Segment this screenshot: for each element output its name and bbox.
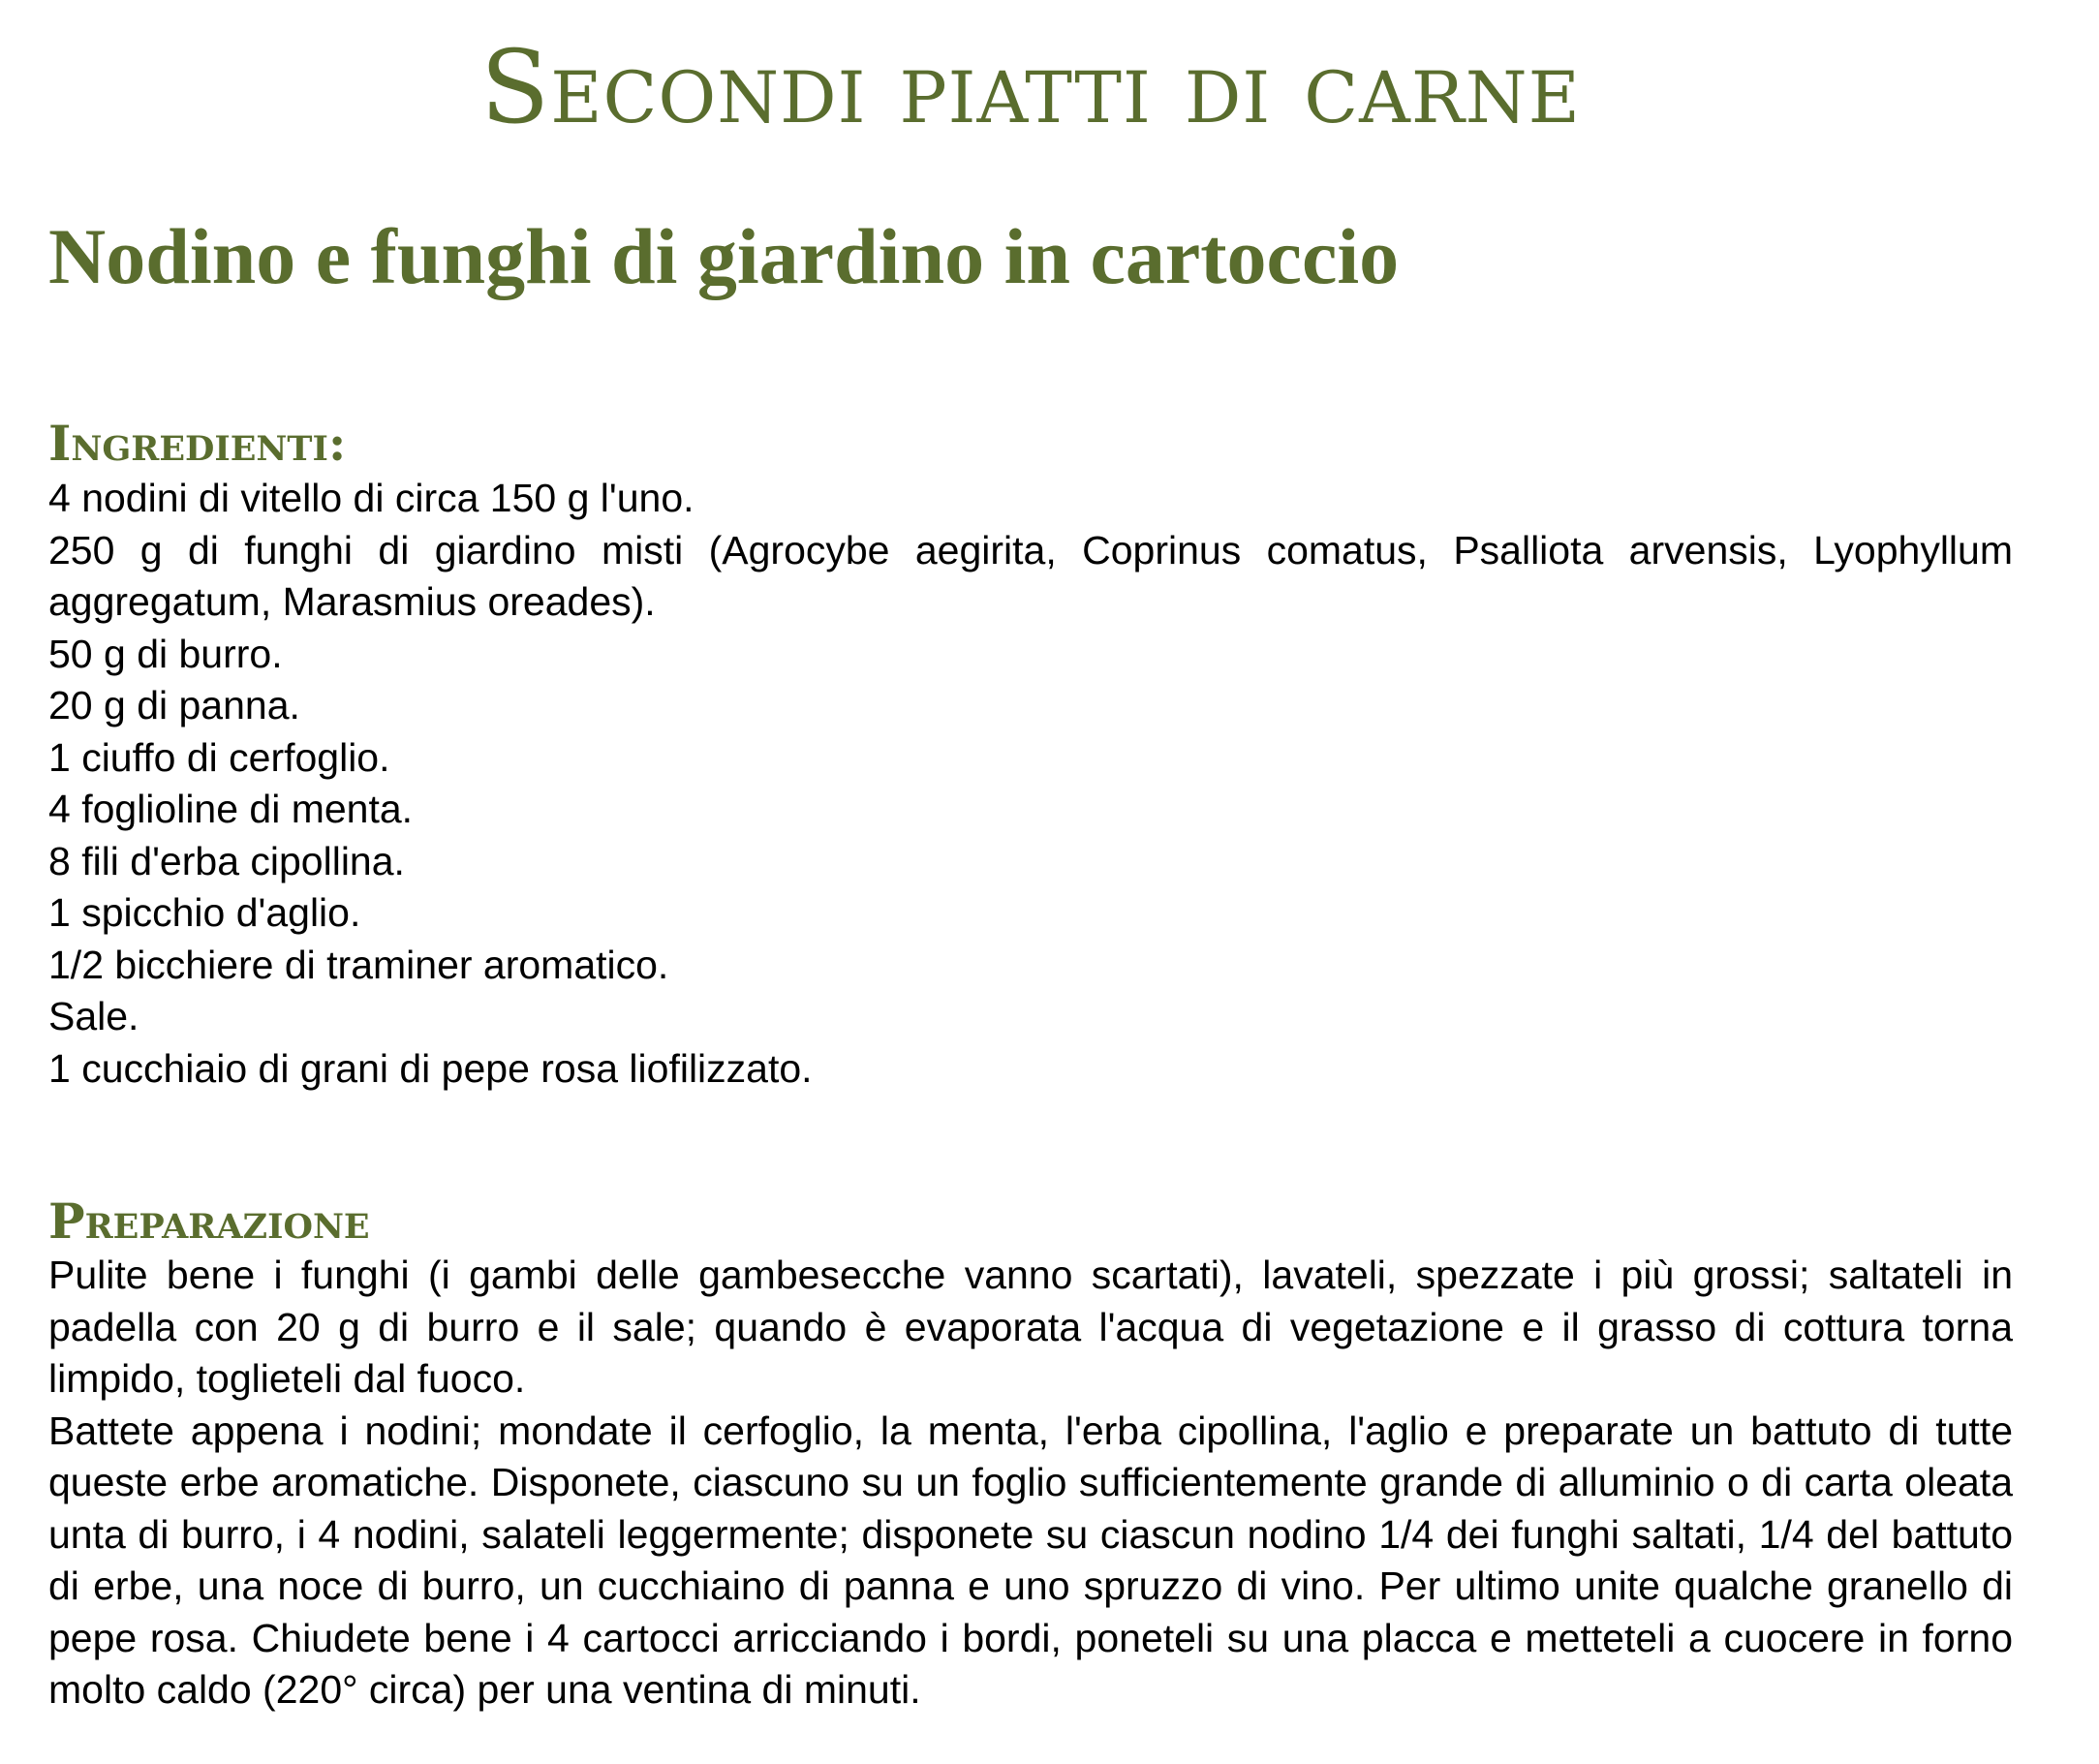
ingredient-item: 4 foglioline di menta. [48, 787, 414, 831]
ingredient-item: 250 g di funghi di giardino misti (Agrocybe aegirita, Coprinus comatus, Psalliota arvensis, Lyophyllum aggregatum, Marasmius oreades). [48, 527, 2013, 624]
preparation-body [48, 1250, 2013, 1717]
ingredient-item: 4 nodini di vitello di circa 150 g l'uno. [48, 476, 695, 520]
ingredient-item: 1 cucchiaio di grani di pepe rosa liofilizzato. [48, 1045, 813, 1091]
preparation-paragraph: Pulite bene i funghi (i gambi delle gambesecche vanno scartati), lavateli, spezzate i più grossi; saltateli in padella con 20 g di burro e il sale; quando è evaporata l'acqua di vegetazione e il grasso di cottura torna limpido, toglieteli dal fuoco. [48, 1253, 2013, 1401]
ingredient-item: Sale. [48, 994, 139, 1038]
ingredient-item: 1 ciuffo di cerfoglio. [48, 734, 390, 780]
ingredient-item: 1 spicchio d'aglio. [48, 890, 361, 935]
preparation-heading: Preparazione [48, 1192, 370, 1250]
ingredient-item: 1/2 bicchiere di traminer aromatico. [48, 942, 669, 987]
ingredients-list [48, 473, 2013, 1095]
ingredients-heading: Ingredienti: [48, 415, 347, 472]
ingredient-item: 50 g di burro. [48, 631, 283, 676]
preparation-paragraph: Battete appena i nodini; mondate il cerfoglio, la menta, l'erba cipollina, l'aglio e preparate un battuto di tutte queste erbe aromatiche. Disponete, ciascuno su un foglio sufficientemente grande di alluminio o di carta oleata unta di burro, i 4 nodini, salateli leggermente; disponete su ciascun nodino 1/4 dei funghi saltati, 1/4 del battuto di erbe, una noce di burro, un cucchiaino di panna e uno spruzzo di vino. Per ultimo unite qualche granello di pepe rosa. Chiudete bene i 4 cartocci arricciando i bordi, poneteli su una placca e metteteli a cuocere in forno molto caldo (220° circa) per una ventina di minuti. [48, 1408, 2013, 1712]
section-title: Secondi piatti di carne [480, 28, 1581, 146]
ingredient-item: 20 g di panna. [48, 683, 300, 727]
recipe-title: Nodino e funghi di giardino in cartoccio [48, 212, 1400, 300]
ingredient-item: 8 fili d'erba cipollina. [48, 838, 405, 883]
